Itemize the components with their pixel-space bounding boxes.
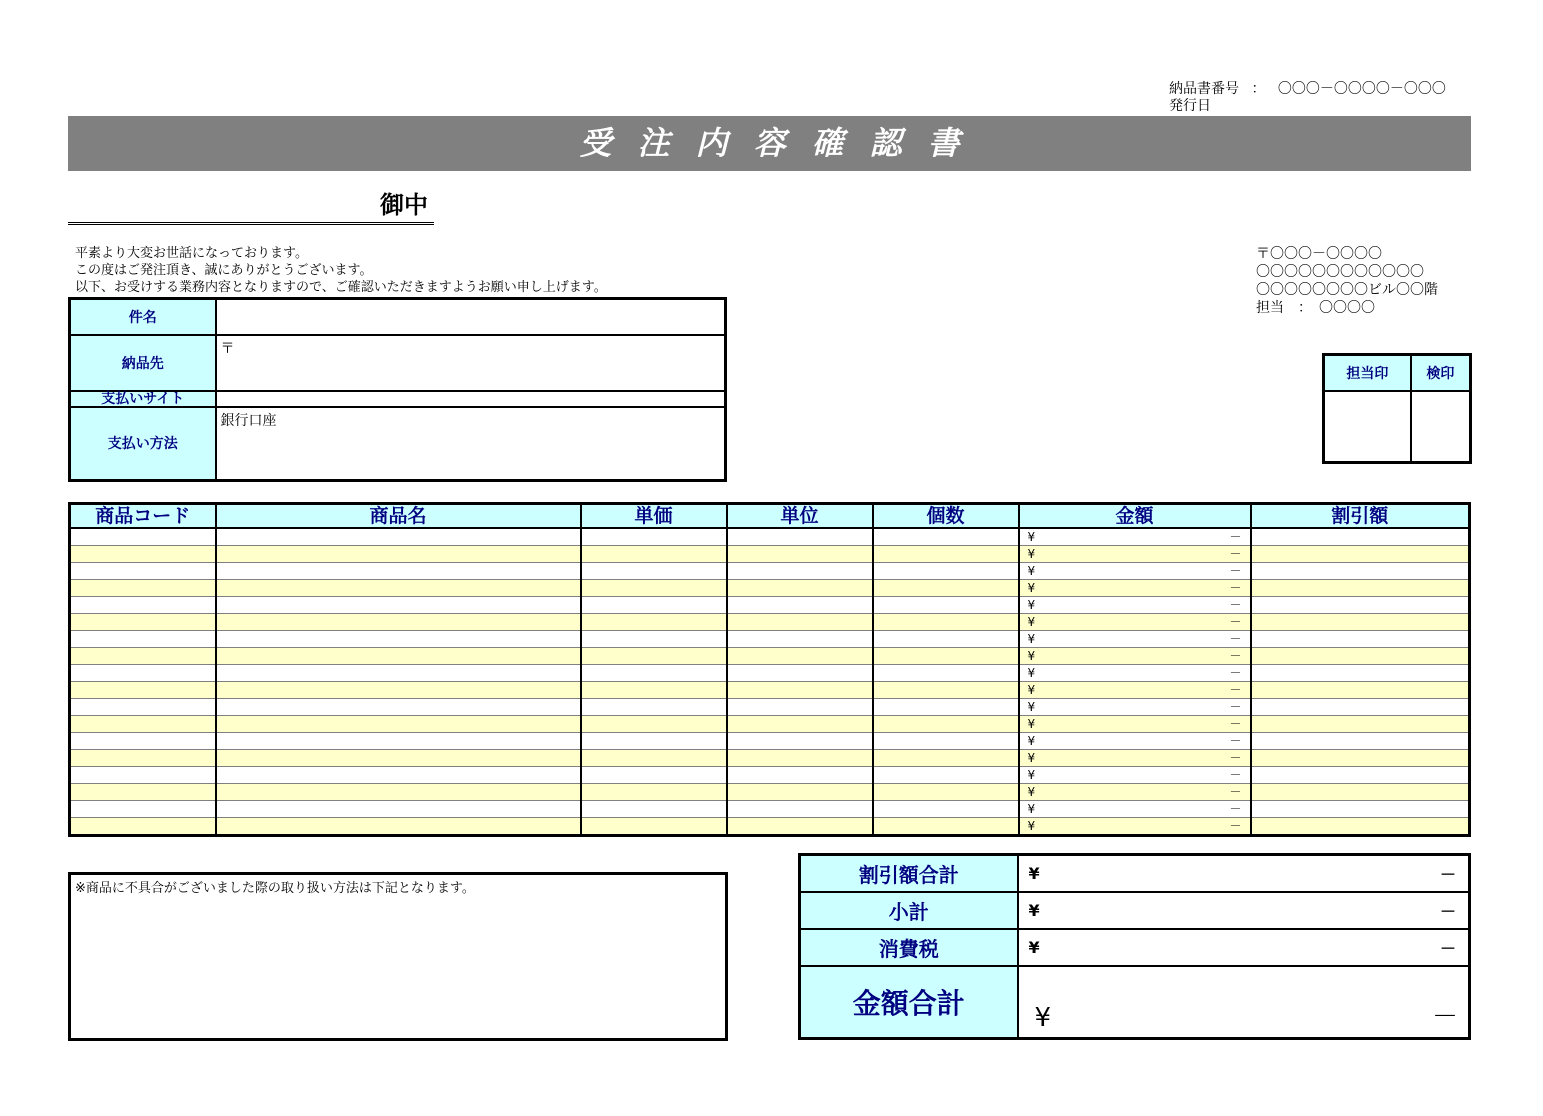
item-amount-cell [1019, 716, 1251, 733]
item-amount-currency: ¥ [1027, 547, 1036, 561]
item-code-cell[interactable] [70, 631, 216, 648]
item-qty-cell[interactable] [873, 648, 1019, 665]
item-amount-currency: ¥ [1027, 683, 1036, 697]
item-amount-cell [1019, 682, 1251, 699]
table-row [70, 563, 1470, 580]
item-code-cell[interactable] [70, 733, 216, 750]
sender-contact: 担当 ： 〇〇〇〇 [1256, 300, 1375, 316]
note-box[interactable] [68, 872, 728, 1041]
item-discount-cell[interactable] [1251, 665, 1470, 682]
item-unit-cell[interactable] [727, 733, 873, 750]
subtotal-label: 小計 [800, 892, 1018, 929]
item-unit-cell[interactable] [727, 580, 873, 597]
col-header-unit: 単位 [727, 504, 873, 529]
item-code-cell[interactable] [70, 665, 216, 682]
item-qty-cell[interactable] [873, 528, 1019, 546]
item-amount-value: － [1229, 615, 1242, 629]
item-amount-value: － [1229, 734, 1242, 748]
table-row [70, 750, 1470, 767]
item-discount-cell[interactable] [1251, 597, 1470, 614]
item-amount-cell [1019, 767, 1251, 784]
item-price-cell[interactable] [581, 528, 727, 546]
item-qty-cell[interactable] [873, 597, 1019, 614]
table-row [70, 665, 1470, 682]
page-title: 受注内容確認書 [579, 124, 986, 162]
item-price-cell[interactable] [581, 699, 727, 716]
grand-total-value: － [1431, 1001, 1458, 1032]
doc-number-value: 〇〇〇－〇〇〇〇－〇〇〇 [1277, 81, 1446, 97]
discount-total-label: 割引額合計 [800, 855, 1018, 892]
item-name-cell[interactable] [216, 818, 581, 836]
item-qty-cell[interactable] [873, 580, 1019, 597]
item-amount-value: － [1229, 717, 1242, 731]
item-name-cell[interactable] [216, 648, 581, 665]
table-row [70, 682, 1470, 699]
item-code-cell[interactable] [70, 528, 216, 546]
item-amount-cell [1019, 546, 1251, 563]
issue-date-label: 発行日 [1169, 98, 1211, 114]
table-row [70, 733, 1470, 750]
table-row [70, 818, 1470, 836]
inspection-stamp-label: 検印 [1411, 355, 1471, 391]
subject-label: 件名 [70, 299, 216, 335]
item-qty-cell[interactable] [873, 750, 1019, 767]
sender-address-2: 〇〇〇〇〇〇〇〇ビル〇〇階 [1256, 282, 1438, 298]
item-name-cell[interactable] [216, 682, 581, 699]
discount-total-cell [1018, 855, 1470, 892]
item-name-cell[interactable] [216, 528, 581, 546]
col-header-amount: 金額 [1019, 504, 1251, 529]
item-qty-cell[interactable] [873, 699, 1019, 716]
item-amount-cell [1019, 563, 1251, 580]
subtotal-cell [1018, 892, 1470, 929]
item-name-cell[interactable] [216, 597, 581, 614]
item-name-cell[interactable] [216, 716, 581, 733]
col-header-price: 単価 [581, 504, 727, 529]
item-discount-cell[interactable] [1251, 784, 1470, 801]
item-unit-cell[interactable] [727, 801, 873, 818]
item-amount-currency: ¥ [1027, 768, 1036, 782]
item-price-cell[interactable] [581, 682, 727, 699]
item-amount-value: － [1229, 751, 1242, 765]
table-row [70, 614, 1470, 631]
item-unit-cell[interactable] [727, 528, 873, 546]
tax-label: 消費税 [800, 929, 1018, 966]
item-unit-cell[interactable] [727, 682, 873, 699]
item-amount-cell [1019, 528, 1251, 546]
table-row [70, 631, 1470, 648]
item-price-cell[interactable] [581, 597, 727, 614]
item-name-cell[interactable] [216, 733, 581, 750]
item-name-cell[interactable] [216, 699, 581, 716]
item-amount-value: － [1229, 700, 1242, 714]
item-code-cell[interactable] [70, 801, 216, 818]
table-row [70, 699, 1470, 716]
tax-currency: ¥ [1028, 937, 1040, 957]
item-name-cell[interactable] [216, 801, 581, 818]
note-text: ※商品に不具合がございました際の取り扱い方法は下記となります。 [75, 881, 475, 896]
item-discount-cell[interactable] [1251, 528, 1470, 546]
sender-address-1: 〇〇〇〇〇〇〇〇〇〇〇〇 [1256, 264, 1424, 280]
addressee-field[interactable] [68, 192, 434, 225]
item-code-cell[interactable] [70, 682, 216, 699]
item-price-cell[interactable] [581, 563, 727, 580]
item-price-cell[interactable] [581, 801, 727, 818]
item-unit-cell[interactable] [727, 546, 873, 563]
table-row [70, 784, 1470, 801]
item-discount-cell[interactable] [1251, 733, 1470, 750]
item-amount-currency: ¥ [1027, 802, 1036, 816]
item-code-cell[interactable] [70, 563, 216, 580]
item-price-cell[interactable] [581, 648, 727, 665]
item-price-cell[interactable] [581, 733, 727, 750]
item-qty-cell[interactable] [873, 801, 1019, 818]
item-qty-cell[interactable] [873, 665, 1019, 682]
item-amount-currency: ¥ [1027, 819, 1036, 833]
item-amount-cell [1019, 784, 1251, 801]
item-amount-cell [1019, 631, 1251, 648]
item-discount-cell[interactable] [1251, 801, 1470, 818]
item-unit-cell[interactable] [727, 631, 873, 648]
delivery-field[interactable]: 〒 [216, 335, 726, 391]
item-unit-cell[interactable] [727, 614, 873, 631]
discount-total-value: － [1439, 864, 1456, 884]
item-unit-cell[interactable] [727, 784, 873, 801]
item-amount-cell [1019, 750, 1251, 767]
item-amount-currency: ¥ [1027, 530, 1036, 544]
item-amount-value: － [1229, 666, 1242, 680]
item-discount-cell[interactable] [1251, 716, 1470, 733]
items-table [68, 502, 1471, 837]
item-amount-currency: ¥ [1027, 700, 1036, 714]
item-qty-cell[interactable] [873, 716, 1019, 733]
item-unit-cell[interactable] [727, 563, 873, 580]
item-unit-cell[interactable] [727, 716, 873, 733]
item-amount-cell [1019, 648, 1251, 665]
title-bar [68, 116, 1471, 171]
item-qty-cell[interactable] [873, 733, 1019, 750]
item-price-cell[interactable] [581, 750, 727, 767]
table-row [70, 580, 1470, 597]
item-qty-cell[interactable] [873, 614, 1019, 631]
items-body [70, 528, 1470, 836]
col-header-code: 商品コード [70, 504, 216, 529]
item-amount-value: － [1229, 802, 1242, 816]
item-amount-value: － [1229, 649, 1242, 663]
item-amount-cell [1019, 818, 1251, 836]
doc-number-sep: ： [1251, 81, 1266, 97]
table-row [70, 767, 1470, 784]
item-price-cell[interactable] [581, 546, 727, 563]
greeting-line-1: 平素より大変お世話になっております。 [75, 246, 308, 261]
tax-cell [1018, 929, 1470, 966]
item-amount-cell [1019, 801, 1251, 818]
delivery-label: 納品先 [70, 335, 216, 391]
item-qty-cell[interactable] [873, 682, 1019, 699]
item-amount-currency: ¥ [1027, 632, 1036, 646]
tax-value: － [1439, 938, 1456, 958]
payment-method-label: 支払い方法 [70, 407, 216, 481]
item-qty-cell[interactable] [873, 767, 1019, 784]
table-row [70, 801, 1470, 818]
item-unit-cell[interactable] [727, 818, 873, 836]
item-unit-cell[interactable] [727, 597, 873, 614]
item-discount-cell[interactable] [1251, 631, 1470, 648]
sender-postal: 〒〇〇〇－〇〇〇〇 [1256, 246, 1382, 262]
item-amount-currency: ¥ [1027, 564, 1036, 578]
subtotal-currency: ¥ [1028, 900, 1040, 920]
item-amount-value: － [1229, 581, 1242, 595]
item-code-cell[interactable] [70, 750, 216, 767]
item-code-cell[interactable] [70, 699, 216, 716]
grand-total-label: 金額合計 [800, 966, 1018, 1039]
item-price-cell[interactable] [581, 665, 727, 682]
item-amount-value: － [1229, 785, 1242, 799]
item-amount-currency: ¥ [1027, 717, 1036, 731]
item-name-cell[interactable] [216, 580, 581, 597]
item-amount-currency: ¥ [1027, 734, 1036, 748]
item-code-cell[interactable] [70, 767, 216, 784]
inspection-stamp-box[interactable] [1411, 391, 1471, 463]
greeting-line-2: この度はご発注頂き、誠にありがとうございます。 [75, 263, 373, 278]
item-amount-value: － [1229, 632, 1242, 646]
payment-method-field[interactable]: 銀行口座 [216, 407, 726, 481]
item-amount-cell [1019, 733, 1251, 750]
item-name-cell[interactable] [216, 665, 581, 682]
item-name-cell[interactable] [216, 767, 581, 784]
item-amount-cell [1019, 699, 1251, 716]
table-row [70, 597, 1470, 614]
item-amount-currency: ¥ [1027, 615, 1036, 629]
item-code-cell[interactable] [70, 546, 216, 563]
stamp-table [1322, 353, 1472, 464]
col-header-qty: 個数 [873, 504, 1019, 529]
item-amount-currency: ¥ [1027, 785, 1036, 799]
item-price-cell[interactable] [581, 716, 727, 733]
item-name-cell[interactable] [216, 631, 581, 648]
item-unit-cell[interactable] [727, 699, 873, 716]
item-amount-value: － [1229, 530, 1242, 544]
item-code-cell[interactable] [70, 784, 216, 801]
item-discount-cell[interactable] [1251, 648, 1470, 665]
addressee-suffix: 御中 [380, 191, 428, 219]
item-code-cell[interactable] [70, 716, 216, 733]
item-amount-cell [1019, 614, 1251, 631]
item-discount-cell[interactable] [1251, 699, 1470, 716]
item-code-cell[interactable] [70, 597, 216, 614]
item-amount-value: － [1229, 768, 1242, 782]
item-discount-cell[interactable] [1251, 614, 1470, 631]
item-price-cell[interactable] [581, 767, 727, 784]
item-qty-cell[interactable] [873, 631, 1019, 648]
item-price-cell[interactable] [581, 580, 727, 597]
item-qty-cell[interactable] [873, 563, 1019, 580]
subject-field[interactable] [216, 299, 726, 335]
col-header-discount: 割引額 [1251, 504, 1470, 529]
item-unit-cell[interactable] [727, 648, 873, 665]
staff-stamp-label: 担当印 [1324, 355, 1411, 391]
item-discount-cell[interactable] [1251, 682, 1470, 699]
discount-total-currency: ¥ [1028, 863, 1040, 883]
grand-total-cell [1018, 966, 1470, 1039]
item-price-cell[interactable] [581, 818, 727, 836]
item-discount-cell[interactable] [1251, 818, 1470, 836]
item-name-cell[interactable] [216, 750, 581, 767]
item-amount-value: － [1229, 547, 1242, 561]
item-qty-cell[interactable] [873, 784, 1019, 801]
item-amount-value: － [1229, 598, 1242, 612]
subtotal-value: － [1439, 901, 1456, 921]
table-row [70, 546, 1470, 563]
item-amount-value: － [1229, 819, 1242, 833]
table-row [70, 528, 1470, 546]
grand-total-currency: ¥ [1034, 1002, 1052, 1033]
item-price-cell[interactable] [581, 614, 727, 631]
item-amount-cell [1019, 665, 1251, 682]
item-code-cell[interactable] [70, 818, 216, 836]
item-name-cell[interactable] [216, 784, 581, 801]
item-name-cell[interactable] [216, 563, 581, 580]
doc-number-label: 納品書番号 [1169, 81, 1239, 97]
staff-stamp-box[interactable] [1324, 391, 1411, 463]
item-name-cell[interactable] [216, 614, 581, 631]
item-qty-cell[interactable] [873, 546, 1019, 563]
item-amount-currency: ¥ [1027, 649, 1036, 663]
item-code-cell[interactable] [70, 614, 216, 631]
item-amount-currency: ¥ [1027, 751, 1036, 765]
col-header-name: 商品名 [216, 504, 581, 529]
doc-number [1169, 81, 1446, 98]
item-unit-cell[interactable] [727, 665, 873, 682]
item-discount-cell[interactable] [1251, 546, 1470, 563]
item-price-cell[interactable] [581, 631, 727, 648]
item-price-cell[interactable] [581, 784, 727, 801]
item-unit-cell[interactable] [727, 767, 873, 784]
item-amount-cell [1019, 580, 1251, 597]
payment-site-label: 支払いサイト [70, 391, 216, 407]
item-amount-value: － [1229, 564, 1242, 578]
item-discount-cell[interactable] [1251, 750, 1470, 767]
item-code-cell[interactable] [70, 580, 216, 597]
table-row [70, 716, 1470, 733]
table-row [70, 648, 1470, 665]
item-amount-currency: ¥ [1027, 581, 1036, 595]
item-amount-currency: ¥ [1027, 598, 1036, 612]
item-discount-cell[interactable] [1251, 563, 1470, 580]
item-name-cell[interactable] [216, 546, 581, 563]
item-code-cell[interactable] [70, 648, 216, 665]
totals-table [798, 853, 1471, 1040]
item-qty-cell[interactable] [873, 818, 1019, 836]
item-unit-cell[interactable] [727, 750, 873, 767]
item-amount-currency: ¥ [1027, 666, 1036, 680]
item-amount-cell [1019, 597, 1251, 614]
item-discount-cell[interactable] [1251, 767, 1470, 784]
item-discount-cell[interactable] [1251, 580, 1470, 597]
greeting-line-3: 以下、お受けする業務内容となりますので、ご確認いただきますようお願い申し上げます。 [75, 280, 607, 295]
payment-site-field[interactable] [216, 391, 726, 407]
item-amount-value: － [1229, 683, 1242, 697]
order-info-table [68, 297, 727, 482]
